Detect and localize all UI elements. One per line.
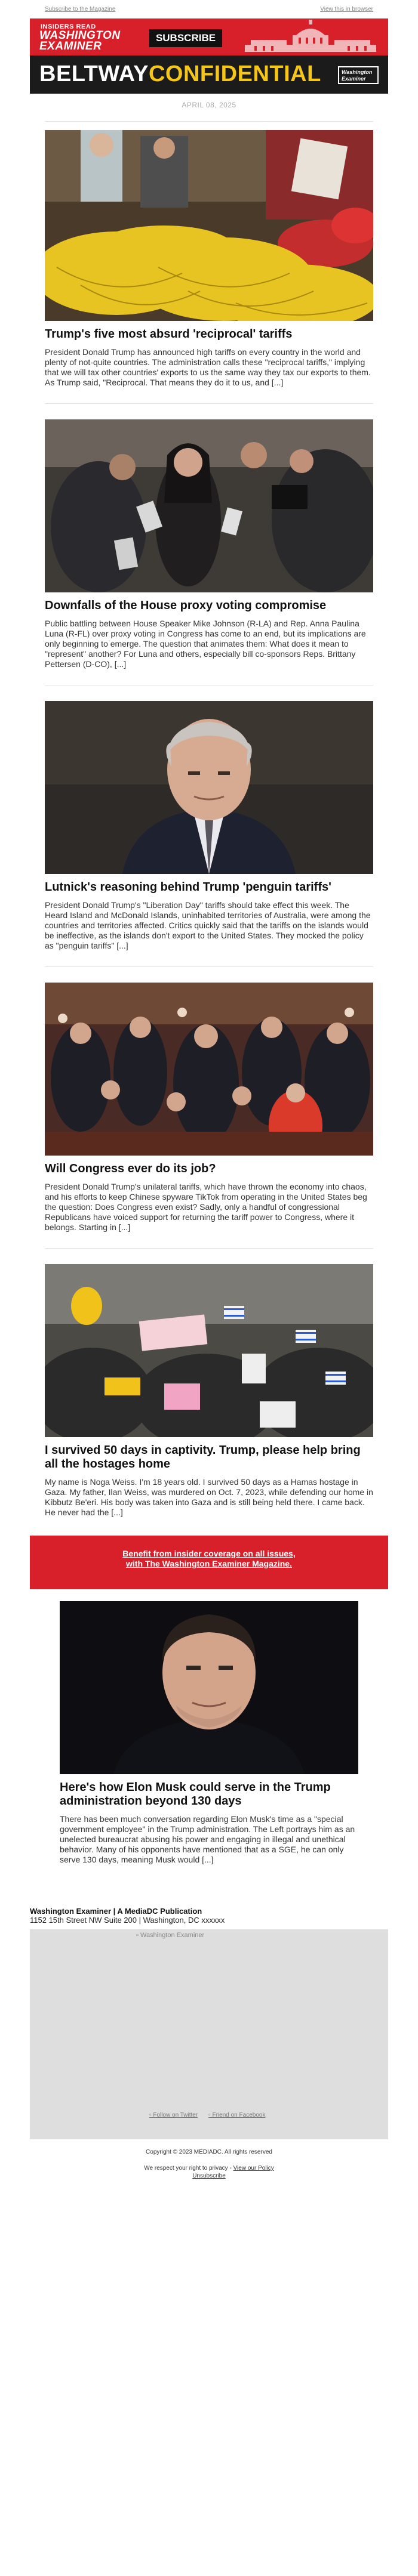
- magazine-cta-link[interactable]: [122, 1549, 295, 1569]
- article: [45, 983, 373, 1233]
- article-summary: There has been much conversation regarding Elon Musk's time as a "special government employee" in the Trump administration. The Left portrays him as an unelected bureaucrat abusing his power and engaging in illegal and unethical behavior. Many of his opponents have mentioned that as a SGE, he can only serve 130 days, meaning Musk would [...]: [60, 1814, 355, 1864]
- banner-brand: [39, 30, 121, 52]
- article: [45, 701, 373, 951]
- magazine-cta-banner: [30, 1536, 388, 1589]
- article-image[interactable]: [45, 1264, 373, 1437]
- unsubscribe-link[interactable]: Unsubscribe: [192, 2173, 226, 2179]
- facebook-icon: ▫: [208, 2112, 211, 2118]
- cta-line-1: Benefit from insider coverage on all issues,: [122, 1549, 296, 1558]
- divider: [45, 966, 373, 967]
- article-headline[interactable]: Downfalls of the House proxy voting compromise: [45, 599, 327, 612]
- article-image[interactable]: [45, 983, 373, 1156]
- publisher-address: 1152 15th Street NW Suite 200 | Washington, DC xxxxxx: [30, 1916, 225, 1925]
- issue-date: APRIL 08, 2025: [182, 101, 236, 109]
- article-headline[interactable]: Here's how Elon Musk could serve in the Trump administration beyond 130 days: [60, 1781, 331, 1808]
- copyright: Copyright © 2023 MEDIADC. All rights reserved: [146, 2149, 272, 2155]
- banner-brand-small: Washington Examiner: [338, 66, 379, 84]
- header-banner[interactable]: [30, 18, 388, 94]
- article-summary: My name is Noga Weiss. I'm 18 years old. I survived 50 days as a Hamas hostage in Gaza. My father, Ilan Weiss, was murdered on Oct. 7, 2023, while defending our home in Kibbutz Be'eri. His body was taken into Gaza and is still being held there. I came back. He never had the [...]: [45, 1477, 373, 1517]
- article-headline[interactable]: I survived 50 days in captivity. Trump, please help bring all the hostages home: [45, 1444, 361, 1471]
- banner-brand-line2: EXAMINER: [39, 40, 102, 52]
- footer-logo[interactable]: [136, 1932, 204, 1939]
- privacy-note: [30, 2165, 388, 2172]
- article-image[interactable]: [60, 1601, 358, 1774]
- subscribe-magazine-link[interactable]: Subscribe to the Magazine: [45, 6, 116, 13]
- article-headline[interactable]: Lutnick's reasoning behind Trump 'penguin tariffs': [45, 881, 331, 894]
- subscribe-button[interactable]: SUBSCRIBE: [149, 29, 222, 47]
- footer: [30, 1907, 388, 2179]
- article-summary: President Donald Trump's "Liberation Day" tariffs should take effect this week. The Heard Island and McDonald Islands, uninhabited territories of Australia, were among the countries and territories affected. Critics quickly said that the tariffs on the islands would be ineffective, as the islands don't export to the United States. They mocked the policy as "penguin tariffs" [...]: [45, 900, 371, 950]
- twitter-link[interactable]: [149, 2112, 198, 2118]
- divider: [45, 121, 373, 122]
- feature-article: [60, 1601, 358, 1865]
- banner-kicker: INSIDERS READ: [41, 23, 96, 30]
- facebook-link-label: Friend on Facebook: [212, 2112, 266, 2118]
- privacy-prefix: We respect your right to privacy -: [144, 2165, 233, 2172]
- article-summary: Public battling between House Speaker Mike Johnson (R-LA) and Rep. Anna Paulina Luna (R-FL) over proxy voting in Congress has come to an end, but its implications are only beginning to emerge. The question that animates them: What does it mean to "represent" another? For Luna and others, especially bill co-sponsors Reps. Brittany Pettersen (D-CO), [...]: [45, 619, 366, 669]
- footer-graphic: [30, 1929, 388, 2139]
- footer-logo-alt: Washington Examiner: [140, 1932, 205, 1939]
- facebook-link[interactable]: [208, 2112, 265, 2118]
- article-headline[interactable]: Will Congress ever do its job?: [45, 1162, 216, 1175]
- article-image[interactable]: [45, 419, 373, 592]
- article-headline[interactable]: Trump's five most absurd 'reciprocal' tariffs: [45, 328, 293, 341]
- social-links: [149, 2112, 265, 2118]
- article-image[interactable]: [45, 130, 373, 321]
- divider: [45, 1248, 373, 1249]
- banner-title-part2: CONFIDENTIAL: [148, 61, 321, 87]
- top-links: [0, 0, 418, 13]
- twitter-icon: ▫: [149, 2112, 152, 2118]
- view-in-browser-link[interactable]: View this in browser: [320, 6, 373, 13]
- banner-title-part1: BELTWAY: [39, 61, 149, 87]
- article-summary: President Donald Trump's unilateral tariffs, which have thrown the economy into chaos, and his efforts to keep Chinese spyware TikTok from operating in the United States beg the question: Does Congress even exist? Sadly, only a handful of congressional Republicans have voiced support for returning the tariff power to Congress, where it belongs. Starting in [...]: [45, 1182, 367, 1232]
- twitter-link-label: Follow on Twitter: [153, 2112, 198, 2118]
- cta-line-2: with The Washington Examiner Magazine.: [126, 1559, 292, 1568]
- privacy-policy-link[interactable]: View our Policy: [233, 2165, 274, 2172]
- capitol-icon: [239, 20, 382, 54]
- article-summary: President Donald Trump has announced high tariffs on every country in the world and plenty of not-quite countries. The administration calls these "reciprocal tariffs," implying that we will tax other countries' exports to us the same way they tax our exports to them. As Trump said, "Reciprocal. That means they do it to us, and [...]: [45, 347, 371, 387]
- article-image[interactable]: [45, 701, 373, 874]
- article: [45, 130, 373, 388]
- publisher-name: Washington Examiner | A MediaDC Publication: [30, 1907, 202, 1916]
- article: [45, 419, 373, 669]
- divider: [45, 403, 373, 404]
- image-icon: ▫: [136, 1932, 139, 1939]
- banner-brand-line1: WASHINGTON: [39, 29, 121, 42]
- banner-title: [39, 59, 321, 89]
- article: [45, 1264, 373, 1518]
